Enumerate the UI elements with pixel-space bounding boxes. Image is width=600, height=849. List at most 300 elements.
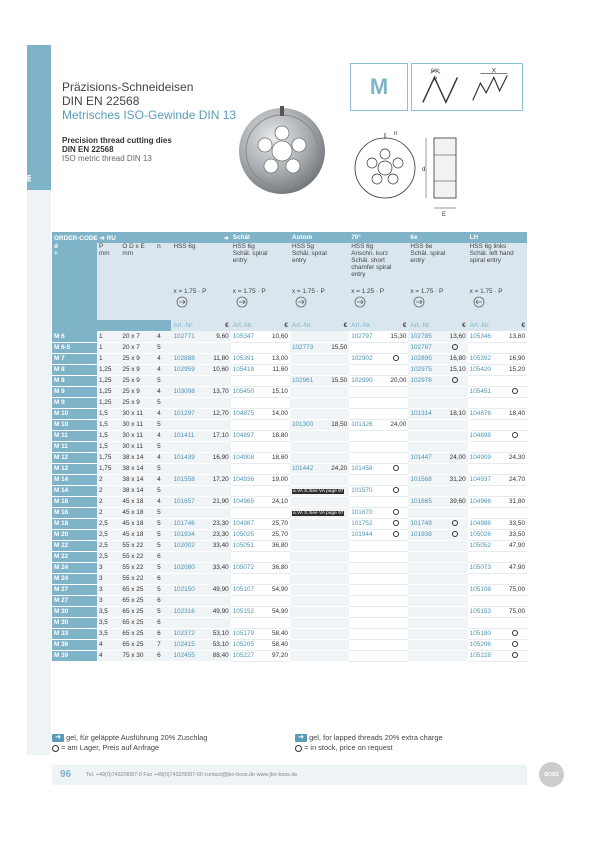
cell-dxe: 45 x 18 (120, 529, 155, 540)
cell-price (384, 353, 409, 364)
cell-price (502, 441, 527, 452)
cell-art-nr: 105153 (468, 606, 503, 617)
cell-art-nr (231, 573, 266, 584)
cell-dxe: 65 x 25 (120, 595, 155, 606)
cell-price (325, 529, 350, 540)
cell-price (265, 397, 290, 408)
cell-art-nr: 104966 (468, 496, 503, 507)
type-1: HSS 6g Schäl. spiral entry (231, 243, 290, 288)
cell-dxe: 45 x 18 (120, 518, 155, 529)
cell-art-nr (231, 375, 266, 386)
cell-price (384, 650, 409, 661)
cell-art-nr (290, 639, 325, 650)
cell-art-nr: 105391 (231, 353, 266, 364)
cell-price (325, 606, 350, 617)
title-block (62, 80, 236, 122)
cell-price: 11,80 (206, 353, 231, 364)
cell-art-nr (349, 628, 384, 639)
in-stock-circle-icon (393, 531, 399, 537)
cell-art-nr (290, 584, 325, 595)
cell-n: 5 (155, 463, 171, 474)
cell-art-nr: 105392 (468, 353, 503, 364)
euro-label: € (443, 320, 468, 331)
table-row (52, 463, 527, 474)
cell-d: M 22 (52, 540, 97, 551)
cell-n: 5 (155, 562, 171, 573)
in-stock-circle-icon (452, 531, 458, 537)
cell-price (443, 507, 468, 518)
cell-price: 97,20 (265, 650, 290, 661)
cell-art-nr (349, 650, 384, 661)
cell-art-nr (290, 474, 325, 485)
in-stock-circle-icon (512, 652, 518, 658)
cell-d: M 9 (52, 386, 97, 397)
cell-art-nr: 101657 (171, 496, 206, 507)
cell-art-nr: 101411 (171, 430, 206, 441)
cell-n: 4 (155, 496, 171, 507)
page-number: 96 (60, 769, 72, 780)
cell-price (502, 430, 527, 441)
cell-p: 3 (97, 573, 120, 584)
cell-dxe: 38 x 14 (120, 474, 155, 485)
legend-en-line1: gel, for lapped threads 20% extra charge (309, 733, 443, 742)
cell-p: 3 (97, 562, 120, 573)
cell-price (265, 551, 290, 562)
product-table (52, 232, 527, 662)
cell-price: 25,70 (265, 518, 290, 529)
table-row (52, 573, 527, 584)
cell-dxe: 38 x 14 (120, 485, 155, 496)
cell-p: 3 (97, 595, 120, 606)
euro-label: € (265, 320, 290, 331)
cell-price: 54,90 (265, 584, 290, 595)
in-stock-circle-icon (512, 388, 518, 394)
cell-art-nr (408, 606, 443, 617)
cell-price: 33,50 (502, 529, 527, 540)
cell-price (325, 452, 350, 463)
cell-d: M 8 (52, 375, 97, 386)
cell-p: 1 (97, 342, 120, 353)
cell-price (325, 639, 350, 650)
group-70: 70° (349, 232, 408, 243)
x-1: x = 1.75 · P (231, 288, 290, 320)
legend-de-line1: gel, für geläppte Ausführung 20% Zuschlag (66, 733, 208, 742)
cell-art-nr: 101944 (349, 529, 384, 540)
table-row (52, 584, 527, 595)
cell-price (384, 496, 409, 507)
cell-art-nr (408, 419, 443, 430)
cell-price (325, 474, 350, 485)
table-row (52, 595, 527, 606)
cell-price (443, 540, 468, 551)
cell-price: 24,00 (384, 419, 409, 430)
cell-price: 12,70 (206, 408, 231, 419)
cell-art-nr (290, 430, 325, 441)
cell-art-nr (468, 419, 503, 430)
cell-art-nr (349, 342, 384, 353)
cell-price (325, 430, 350, 441)
art-label: Art.-Nr. (349, 320, 384, 331)
cell-n: 5 (155, 441, 171, 452)
cell-art-nr: 101746 (171, 518, 206, 529)
cell-price: 75,00 (502, 584, 527, 595)
cell-price: 15,20 (502, 364, 527, 375)
d-label: d (422, 167, 426, 173)
cell-price: 24,00 (443, 452, 468, 463)
cell-price (265, 342, 290, 353)
cell-price (443, 595, 468, 606)
cell-price (502, 617, 527, 628)
boss-logo: BOSS (539, 762, 564, 787)
cell-price (325, 650, 350, 661)
cell-art-nr (231, 441, 266, 452)
cut-direction-icon (470, 295, 488, 309)
cell-d: M 7 (52, 353, 97, 364)
cell-art-nr (349, 408, 384, 419)
in-stock-circle-icon (512, 630, 518, 636)
table-row (52, 441, 527, 452)
cell-d: M 39 (52, 650, 97, 661)
cell-n: 6 (155, 617, 171, 628)
x-2: x = 1.75 · P (290, 288, 349, 320)
cell-dxe: 65 x 25 (120, 639, 155, 650)
cell-art-nr (349, 595, 384, 606)
cell-art-nr (349, 639, 384, 650)
cell-art-nr: 101934 (171, 529, 206, 540)
cell-d: M 11 (52, 441, 97, 452)
cell-p: 1,75 (97, 452, 120, 463)
cell-art-nr (171, 595, 206, 606)
table-row (52, 507, 527, 518)
table-row (52, 375, 527, 386)
type-4: HSS 6e Schäl. spiral entry (408, 243, 467, 288)
cell-art-nr: 101558 (171, 474, 206, 485)
cell-price (502, 397, 527, 408)
cell-art-nr: 105052 (468, 540, 503, 551)
cell-dxe: 25 x 9 (120, 353, 155, 364)
cell-art-nr (349, 573, 384, 584)
cell-price: 10,60 (265, 331, 290, 342)
cell-d: M 16 (52, 507, 97, 518)
see-va-note: a.VA S./see VA page 97 (292, 511, 344, 516)
cell-price (325, 551, 350, 562)
type-2: HSS 5g Schäl. spiral entry (290, 243, 349, 288)
cell-price (325, 496, 350, 507)
cell-n: 6 (155, 650, 171, 661)
cell-price: 39,60 (443, 496, 468, 507)
cell-art-nr (468, 463, 503, 474)
euro-label: € (502, 320, 527, 331)
cell-d: M 24 (52, 562, 97, 573)
cell-price (384, 639, 409, 650)
cell-price: 20,00 (384, 375, 409, 386)
cell-art-nr (290, 595, 325, 606)
cell-art-nr: 101749 (408, 518, 443, 529)
cell-n: 4 (155, 474, 171, 485)
cell-n: 5 (155, 342, 171, 353)
cell-price (502, 628, 527, 639)
cell-price: 18,80 (265, 430, 290, 441)
cell-art-nr: 105228 (468, 650, 503, 661)
cell-price: 15,50 (325, 342, 350, 353)
cell-price (325, 562, 350, 573)
cell-d: M 18 (52, 518, 97, 529)
cell-price (384, 628, 409, 639)
x-0: x = 1.75 · P (171, 288, 230, 320)
cell-art-nr: 105205 (231, 639, 266, 650)
cell-dxe: 55 x 22 (120, 551, 155, 562)
cell-art-nr (290, 408, 325, 419)
circle-icon (52, 745, 59, 752)
cell-price (206, 595, 231, 606)
cell-art-nr (231, 617, 266, 628)
cell-art-nr (408, 441, 443, 452)
cell-price: 75,00 (502, 606, 527, 617)
cell-n: 5 (155, 529, 171, 540)
cell-art-nr (171, 419, 206, 430)
cell-art-nr (290, 650, 325, 661)
in-stock-circle-icon (393, 487, 399, 493)
cell-art-nr: 101670 (349, 507, 384, 518)
cell-art-nr (408, 397, 443, 408)
cell-price (384, 507, 409, 518)
cell-price (502, 507, 527, 518)
cell-price (443, 397, 468, 408)
cell-p: 3,5 (97, 617, 120, 628)
cell-price: 31,20 (443, 474, 468, 485)
thread-profile-drawing (411, 63, 523, 111)
cell-price (384, 573, 409, 584)
cell-price (325, 540, 350, 551)
cell-d: M 10 (52, 408, 97, 419)
cell-price: 47,90 (502, 540, 527, 551)
cell-price (443, 375, 468, 386)
head-d: d + (52, 243, 97, 320)
cell-price: 17,20 (206, 474, 231, 485)
cell-price (443, 463, 468, 474)
cell-art-nr (290, 364, 325, 375)
cell-d: M 12 (52, 463, 97, 474)
cell-price (384, 386, 409, 397)
cell-price (265, 595, 290, 606)
cell-art-nr (349, 584, 384, 595)
cell-art-nr (171, 617, 206, 628)
cell-price: 53,10 (206, 639, 231, 650)
in-stock-circle-icon (452, 344, 458, 350)
cell-art-nr (408, 639, 443, 650)
art-label: Art.-Nr. (231, 320, 266, 331)
cell-art-nr: 102978 (408, 375, 443, 386)
legend-de-line2: = am Lager, Preis auf Anfrage (61, 743, 160, 752)
cell-p: 3,5 (97, 628, 120, 639)
cell-dxe: 38 x 14 (120, 452, 155, 463)
cell-price (206, 617, 231, 628)
cell-p: 2 (97, 507, 120, 518)
cell-art-nr (290, 529, 325, 540)
cell-art-nr: 101314 (408, 408, 443, 419)
cell-d: M 27 (52, 584, 97, 595)
cell-art-nr: 102415 (171, 639, 206, 650)
table-row (52, 452, 527, 463)
title-en-line1: Precision thread cutting dies (62, 136, 172, 145)
cell-art-nr: 105072 (231, 562, 266, 573)
cell-n: 5 (155, 606, 171, 617)
cell-d: M 30 (52, 606, 97, 617)
cell-n: 5 (155, 540, 171, 551)
x-4: x = 1.75 · P (408, 288, 467, 320)
cell-n: 4 (155, 408, 171, 419)
title-line1: Präzisions-Schneideisen (62, 80, 194, 94)
cell-n: 5 (155, 518, 171, 529)
cell-art-nr (231, 397, 266, 408)
cell-price (206, 375, 231, 386)
cell-art-nr: 104937 (468, 474, 503, 485)
cell-art-nr: 102961 (290, 375, 325, 386)
cell-art-nr: 101439 (171, 452, 206, 463)
cell-price (384, 606, 409, 617)
cell-p: 2 (97, 485, 120, 496)
cell-dxe: 45 x 18 (120, 507, 155, 518)
cell-price (502, 650, 527, 661)
cell-art-nr (408, 650, 443, 661)
cell-art-nr (349, 441, 384, 452)
cell-price (384, 364, 409, 375)
e-label: E (442, 212, 447, 218)
cell-art-nr: 103098 (171, 386, 206, 397)
cell-price: 24,70 (502, 474, 527, 485)
cell-p: 2,5 (97, 518, 120, 529)
cell-dxe: 55 x 22 (120, 573, 155, 584)
type-5: HSS 6g links Schäl. left hand spiral entry (468, 243, 527, 288)
cell-price: 23,30 (206, 518, 231, 529)
cell-art-nr (468, 397, 503, 408)
cell-art-nr: 102150 (171, 584, 206, 595)
cell-art-nr: 102959 (171, 364, 206, 375)
cell-price (443, 617, 468, 628)
cell-p: 2 (97, 496, 120, 507)
cell-art-nr: 105227 (231, 650, 266, 661)
cell-price: 18,50 (325, 419, 350, 430)
cell-art-nr (408, 485, 443, 496)
cell-dxe: 38 x 14 (120, 463, 155, 474)
cell-art-nr (349, 452, 384, 463)
cell-price (384, 595, 409, 606)
cell-price: 13,60 (443, 331, 468, 342)
cell-art-nr (290, 353, 325, 364)
cell-price: 16,80 (443, 353, 468, 364)
art-label: Art.-Nr. (171, 320, 206, 331)
cell-price: 24,20 (325, 463, 350, 474)
cell-price (206, 419, 231, 430)
title-english (62, 136, 172, 163)
cell-art-nr (408, 617, 443, 628)
cell-art-nr: 102787 (408, 342, 443, 353)
cell-art-nr (349, 496, 384, 507)
cell-art-nr (349, 430, 384, 441)
cell-d: M 6-5 (52, 342, 97, 353)
cell-p: 1,5 (97, 430, 120, 441)
cell-n: 5 (155, 584, 171, 595)
cell-price (443, 551, 468, 562)
in-stock-circle-icon (512, 432, 518, 438)
cell-dxe: 25 x 9 (120, 397, 155, 408)
cell-art-nr (290, 441, 325, 452)
cell-price: 47,90 (502, 562, 527, 573)
cell-dxe: 45 x 18 (120, 496, 155, 507)
cell-art-nr (468, 573, 503, 584)
cell-price (443, 606, 468, 617)
cell-price (384, 551, 409, 562)
cell-n: 4 (155, 452, 171, 463)
cell-price: 24,30 (502, 452, 527, 463)
cell-price: 54,90 (265, 606, 290, 617)
cell-art-nr (231, 419, 266, 430)
cell-price (502, 485, 527, 496)
cell-price (502, 463, 527, 474)
cell-price: 58,40 (265, 628, 290, 639)
art-label: Art.-Nr. (408, 320, 443, 331)
cell-price (502, 595, 527, 606)
cell-dxe: 30 x 11 (120, 441, 155, 452)
cell-price (502, 342, 527, 353)
cell-price (206, 397, 231, 408)
cell-n: 5 (155, 507, 171, 518)
cell-art-nr: 101297 (171, 408, 206, 419)
cell-n: 6 (155, 595, 171, 606)
cell-art-nr (290, 540, 325, 551)
cell-p: 4 (97, 639, 120, 650)
cell-p: 1,25 (97, 375, 120, 386)
cell-price (443, 584, 468, 595)
cell-price (502, 375, 527, 386)
cell-art-nr (231, 551, 266, 562)
cell-price: 33,40 (206, 540, 231, 551)
cell-n: 4 (155, 364, 171, 375)
cell-art-nr (468, 617, 503, 628)
arrow-icon: ➜ (52, 734, 64, 742)
cell-art-nr (231, 485, 266, 496)
cell-dxe: 30 x 11 (120, 419, 155, 430)
cell-dxe: 25 x 9 (120, 364, 155, 375)
cell-art-nr (290, 507, 349, 518)
table-row (52, 529, 527, 540)
cell-dxe: 20 x 7 (120, 342, 155, 353)
cell-price: 23,30 (206, 529, 231, 540)
table-row (52, 485, 527, 496)
cell-art-nr (408, 551, 443, 562)
cell-p: 3,5 (97, 606, 120, 617)
cell-n: 4 (155, 430, 171, 441)
table-header-row (52, 232, 527, 243)
title-line3: Metrisches ISO-Gewinde DIN 13 (62, 108, 237, 122)
x-5: x = 1.75 · P (468, 288, 527, 320)
footer (52, 765, 527, 785)
cell-art-nr: 102773 (290, 342, 325, 353)
cell-price: 18,40 (502, 408, 527, 419)
title-line2: DIN EN 22568 (62, 94, 140, 108)
cell-price (325, 518, 350, 529)
cell-d: M 27 (52, 595, 97, 606)
cell-price (384, 562, 409, 573)
table-body (52, 331, 527, 661)
table-row (52, 562, 527, 573)
cell-n: 4 (155, 386, 171, 397)
cell-price (384, 463, 409, 474)
table-row (52, 617, 527, 628)
cut-direction-icon (233, 295, 251, 309)
cell-price (443, 386, 468, 397)
cell-price (206, 342, 231, 353)
